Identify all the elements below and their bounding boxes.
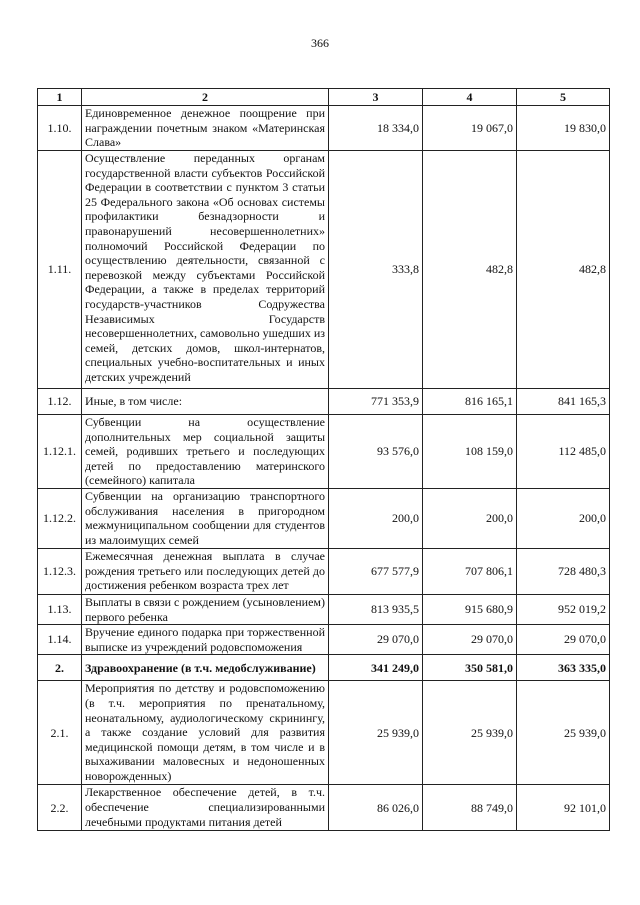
row-number: 1.12.2.: [38, 489, 82, 549]
table-row: [38, 106, 610, 151]
row-description: Мероприятия по детству и родовспоможению (в т.ч. мероприятия по пренатальному, неонатальному, аудиологическому скринингу, а также создание условий для развития медицинской помощи детям, в том числе и в выхаживании маловесных и недоношенных новорожденных): [82, 681, 329, 785]
row-value-col3: 29 070,0: [329, 625, 423, 655]
header-col-3: 3: [329, 89, 423, 106]
row-value-col3: 813 935,5: [329, 595, 423, 625]
row-value-col3: 771 353,9: [329, 389, 423, 415]
row-number: 2.1.: [38, 681, 82, 785]
row-value-col3: 18 334,0: [329, 106, 423, 151]
header-col-2: 2: [82, 89, 329, 106]
row-value-col5: 841 165,3: [517, 389, 610, 415]
row-value-col5: 112 485,0: [517, 415, 610, 489]
header-col-1: 1: [38, 89, 82, 106]
row-value-col5: 728 480,3: [517, 549, 610, 595]
row-value-col5: 29 070,0: [517, 625, 610, 655]
header-col-5: 5: [517, 89, 610, 106]
row-value-col3: 341 249,0: [329, 655, 423, 681]
row-description: Ежемесячная денежная выплата в случае рождения третьего или последующих детей до достижения ребенком возраста трех лет: [82, 549, 329, 595]
row-value-col4: 482,8: [423, 151, 517, 389]
table-row: [38, 151, 610, 389]
row-value-col3: 93 576,0: [329, 415, 423, 489]
table-row: [38, 389, 610, 415]
row-description: Осуществление переданных органам государственной власти субъектов Российской Федерации в соответствии с пунктом 3 статьи 25 Федерального закона «Об основах системы профилактики безнадзорности и правонарушений несовершеннолетних» полномочий Российской Федерации по осуществлению деятельности, связанной с перевозкой между субъектами Российской Федерации, а также в пределах территорий государств-участников Содружества Независимых Государств несовершеннолетних, самовольно ушедших из семей, детских домов, школ-интернатов, специальных учебно-воспитательных и иных детских учреждений: [82, 151, 329, 389]
row-number: 1.11.: [38, 151, 82, 389]
row-value-col4: 350 581,0: [423, 655, 517, 681]
row-value-col5: 200,0: [517, 489, 610, 549]
row-value-col3: 333,8: [329, 151, 423, 389]
row-number: 1.12.1.: [38, 415, 82, 489]
row-value-col5: 363 335,0: [517, 655, 610, 681]
row-value-col4: 200,0: [423, 489, 517, 549]
row-value-col3: 200,0: [329, 489, 423, 549]
table-row: [38, 655, 610, 681]
table-row: [38, 785, 610, 831]
table-row: [38, 681, 610, 785]
row-value-col4: 29 070,0: [423, 625, 517, 655]
row-value-col5: 952 019,2: [517, 595, 610, 625]
row-value-col4: 816 165,1: [423, 389, 517, 415]
row-number: 2.2.: [38, 785, 82, 831]
row-description: Субвенции на организацию транспортного обслуживания населения в пригородном межмуниципальном сообщении для студентов из малоимущих семей: [82, 489, 329, 549]
row-value-col5: 482,8: [517, 151, 610, 389]
row-value-col5: 19 830,0: [517, 106, 610, 151]
row-value-col3: 25 939,0: [329, 681, 423, 785]
row-value-col4: 707 806,1: [423, 549, 517, 595]
row-description: Иные, в том числе:: [82, 389, 329, 415]
row-number: 1.14.: [38, 625, 82, 655]
table-row: [38, 549, 610, 595]
page-number: 366: [311, 36, 329, 50]
table-row: [38, 489, 610, 549]
row-description: Вручение единого подарка при торжественной выписке из учреждений родовспоможения: [82, 625, 329, 655]
row-number: 1.12.: [38, 389, 82, 415]
row-value-col3: 677 577,9: [329, 549, 423, 595]
row-description: Единовременное денежное поощрение при награждении почетным знаком «Материнская Слава»: [82, 106, 329, 151]
row-value-col4: 88 749,0: [423, 785, 517, 831]
table-row: [38, 415, 610, 489]
row-number: 2.: [38, 655, 82, 681]
row-value-col4: 108 159,0: [423, 415, 517, 489]
row-value-col4: 19 067,0: [423, 106, 517, 151]
table-row: [38, 625, 610, 655]
row-description: Субвенции на осуществление дополнительных мер социальной защиты семей, родивших третьего и последующих детей по предоставлению материнского (семейного) капитала: [82, 415, 329, 489]
row-number: 1.12.3.: [38, 549, 82, 595]
row-description: Лекарственное обеспечение детей, в т.ч. обеспечение специализированными лечебными продуктами питания детей: [82, 785, 329, 831]
row-value-col3: 86 026,0: [329, 785, 423, 831]
row-value-col4: 25 939,0: [423, 681, 517, 785]
row-value-col4: 915 680,9: [423, 595, 517, 625]
row-value-col5: 92 101,0: [517, 785, 610, 831]
header-col-4: 4: [423, 89, 517, 106]
data-table: [37, 88, 610, 831]
table-header-row: [38, 89, 610, 106]
row-description: Здравоохранение (в т.ч. медобслуживание): [82, 655, 329, 681]
table-row: [38, 595, 610, 625]
row-value-col5: 25 939,0: [517, 681, 610, 785]
row-number: 1.13.: [38, 595, 82, 625]
row-description: Выплаты в связи с рождением (усыновлением) первого ребенка: [82, 595, 329, 625]
row-number: 1.10.: [38, 106, 82, 151]
